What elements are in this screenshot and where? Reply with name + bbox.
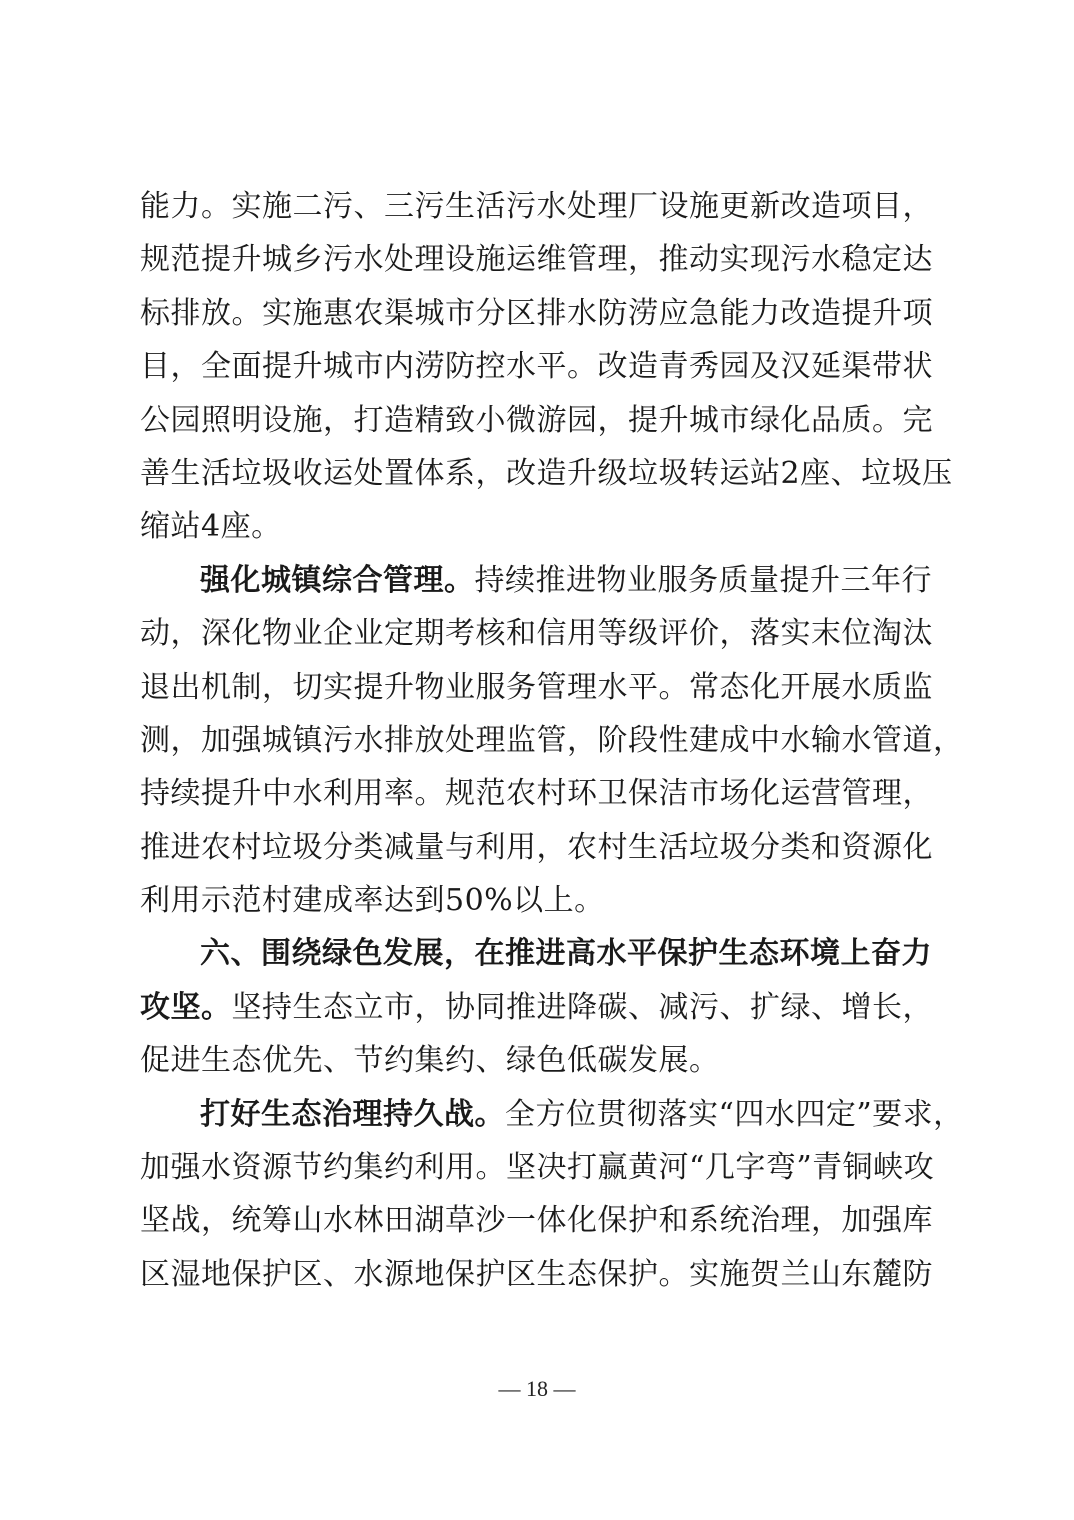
text-line: 缩站4座。 bbox=[140, 509, 282, 545]
section-heading: 六、围绕绿色发展，在推进高水平保护生态环境上奋力 bbox=[200, 936, 932, 972]
text-line: 测，加强城镇污水排放处理监管，阶段性建成中水输水管道， bbox=[140, 722, 964, 758]
text-span: 坚持生态立市，协同推进降碳、减污、扩绿、增长， bbox=[231, 989, 933, 1025]
text-line: 利用示范村建成率达到50%以上。 bbox=[140, 883, 605, 919]
text-line: 善生活垃圾收运处置体系，改造升级垃圾转运站2座、垃圾压 bbox=[140, 455, 953, 491]
paragraph-lead: 打好生态治理持久战。 bbox=[200, 1096, 505, 1132]
text-line: 公园照明设施，打造精致小微游园，提升城市绿化品质。完 bbox=[140, 402, 933, 438]
section-heading-line bbox=[140, 927, 940, 980]
page-number: — 18 — bbox=[498, 1376, 576, 1401]
text-span: 全方位贯彻落实“四水四定”要求， bbox=[505, 1096, 964, 1132]
text-line: 推进农村垃圾分类减量与利用，农村生活垃圾分类和资源化 bbox=[140, 829, 933, 865]
text-span: 持续推进物业服务质量提升三年行 bbox=[474, 562, 932, 598]
section-heading-end: 攻坚。 bbox=[140, 989, 232, 1025]
text-line: 持续提升中水利用率。规范农村环卫保洁市场化运营管理， bbox=[140, 776, 933, 812]
text-line: 目，全面提升城市内涝防控水平。改造青秀园及汉延渠带状 bbox=[140, 349, 933, 385]
text-line: 规范提升城乡污水处理设施运维管理，推动实现污水稳定达 bbox=[140, 242, 933, 278]
section-heading-line-2 bbox=[140, 981, 940, 1034]
paragraph-ecology-first-line bbox=[140, 1088, 964, 1141]
text-line: 区湿地保护区、水源地保护区生态保护。实施贺兰山东麓防 bbox=[140, 1256, 933, 1292]
paragraph-lead: 强化城镇综合管理。 bbox=[200, 562, 475, 598]
text-line: 促进生态优先、节约集约、绿色低碳发展。 bbox=[140, 1043, 720, 1079]
text-line: 动，深化物业企业定期考核和信用等级评价，落实末位淘汰 bbox=[140, 616, 933, 652]
text-line: 标排放。实施惠农渠城市分区排水防涝应急能力改造提升项 bbox=[140, 295, 933, 331]
text-line: 加强水资源节约集约利用。坚决打赢黄河“几字弯”青铜峡攻 bbox=[140, 1150, 935, 1186]
text-line: 退出机制，切实提升物业服务管理水平。常态化开展水质监 bbox=[140, 669, 933, 705]
text-line: 坚战，统筹山水林田湖草沙一体化保护和系统治理，加强库 bbox=[140, 1203, 933, 1239]
text-line: 能力。实施二污、三污生活污水处理厂设施更新改造项目， bbox=[140, 189, 933, 224]
paragraph-urban-management-first-line bbox=[140, 554, 940, 607]
body-text bbox=[140, 180, 964, 1301]
